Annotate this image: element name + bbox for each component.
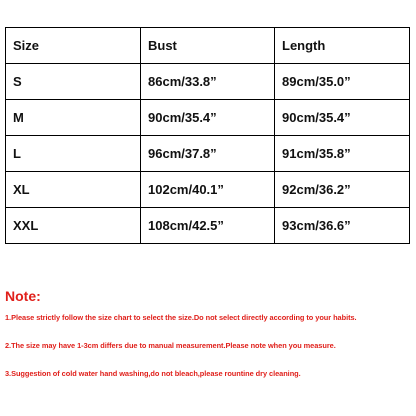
table-row (6, 100, 410, 136)
header-size: Size (6, 28, 141, 64)
table-row (6, 172, 410, 208)
note-item: 1.Please strictly follow the size chart to select the size.Do not select directly according to your habits. (5, 313, 357, 322)
table-row (6, 136, 410, 172)
length-cell: 89cm/35.0” (275, 64, 410, 100)
note-item: 3.Suggestion of cold water hand washing,do not bleach,please rountine dry cleaning. (5, 369, 301, 378)
note-title: Note: (5, 288, 41, 304)
bust-cell: 96cm/37.8” (141, 136, 275, 172)
header-bust: Bust (141, 28, 275, 64)
bust-cell: 90cm/35.4” (141, 100, 275, 136)
header-length: Length (275, 28, 410, 64)
size-cell: XL (6, 172, 141, 208)
bust-cell: 108cm/42.5” (141, 208, 275, 244)
size-cell: S (6, 64, 141, 100)
table-row (6, 64, 410, 100)
table-row (6, 208, 410, 244)
length-cell: 92cm/36.2” (275, 172, 410, 208)
notes-section (5, 288, 413, 397)
length-cell: 91cm/35.8” (275, 136, 410, 172)
size-cell: M (6, 100, 141, 136)
size-cell: L (6, 136, 141, 172)
note-item: 2.The size may have 1-3cm differs due to manual measurement.Please note when you measure. (5, 341, 336, 350)
table-header-row (6, 28, 410, 64)
size-chart-table (5, 27, 410, 244)
bust-cell: 86cm/33.8” (141, 64, 275, 100)
size-cell: XXL (6, 208, 141, 244)
length-cell: 93cm/36.6” (275, 208, 410, 244)
length-cell: 90cm/35.4” (275, 100, 410, 136)
bust-cell: 102cm/40.1” (141, 172, 275, 208)
